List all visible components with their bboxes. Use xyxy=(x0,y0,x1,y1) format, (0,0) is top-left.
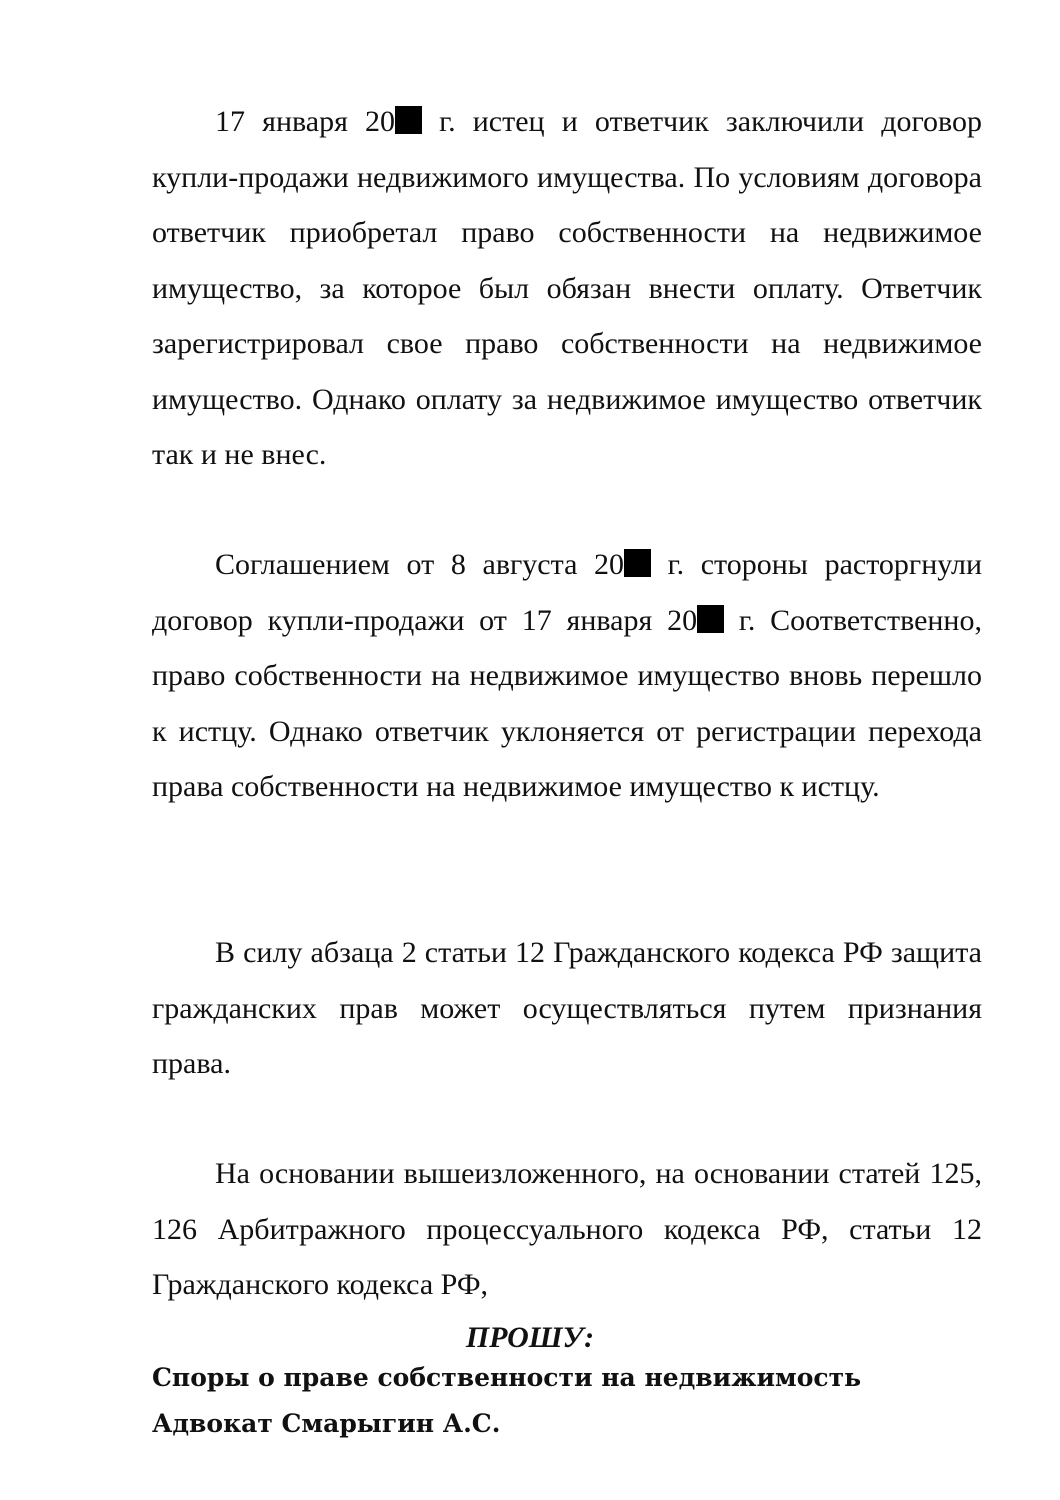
paragraph-termination-text-2: г. стороны расторгнули договор купли-продажи от 17 января 20 xyxy=(152,548,982,637)
footer-title: Споры о праве собственности на недвижимость xyxy=(152,1363,862,1392)
redaction-block xyxy=(395,106,422,134)
paragraph-contract xyxy=(152,94,982,483)
redaction-block xyxy=(697,605,724,633)
paragraph-termination-text-3: г. Соответственно, право собственности на недвижимое имущество вновь перешло к истцу. Однако ответчик уклоняется от регистрации перехода права собственности на недвижимое имущество к истцу. xyxy=(152,603,982,803)
paragraph-termination xyxy=(152,537,982,815)
paragraph-termination-text-1: Соглашением от 8 августа 20 xyxy=(215,548,625,581)
footer-author: Адвокат Смарыгин А.С. xyxy=(152,1409,501,1438)
request-heading: ПРОШУ: xyxy=(465,1321,595,1354)
paragraph-grounds: На основании вышеизложенного, на основании статей 125, 126 Арбитражного процессуального кодекса РФ, статьи 12 Гражданского кодекса РФ, xyxy=(152,1157,982,1301)
paragraph-contract-text-1: 17 января 20 xyxy=(215,105,396,138)
redaction-block xyxy=(624,549,651,577)
paragraph-contract-text-2: г. истец и ответчик заключили договор купли-продажи недвижимого имущества. По условиям договора ответчик приобретал право собственности на недвижимое имущество, за которое был обязан внести оплату. Ответчик зарегистрировал свое право собственности на недвижимое имущество. Однако оплату за недвижимое имущество ответчик так и не внес. xyxy=(152,105,982,471)
paragraph-civil-code: В силу абзаца 2 статьи 12 Гражданского кодекса РФ защита гражданских прав может осуществляться путем признания права. xyxy=(152,936,982,1080)
